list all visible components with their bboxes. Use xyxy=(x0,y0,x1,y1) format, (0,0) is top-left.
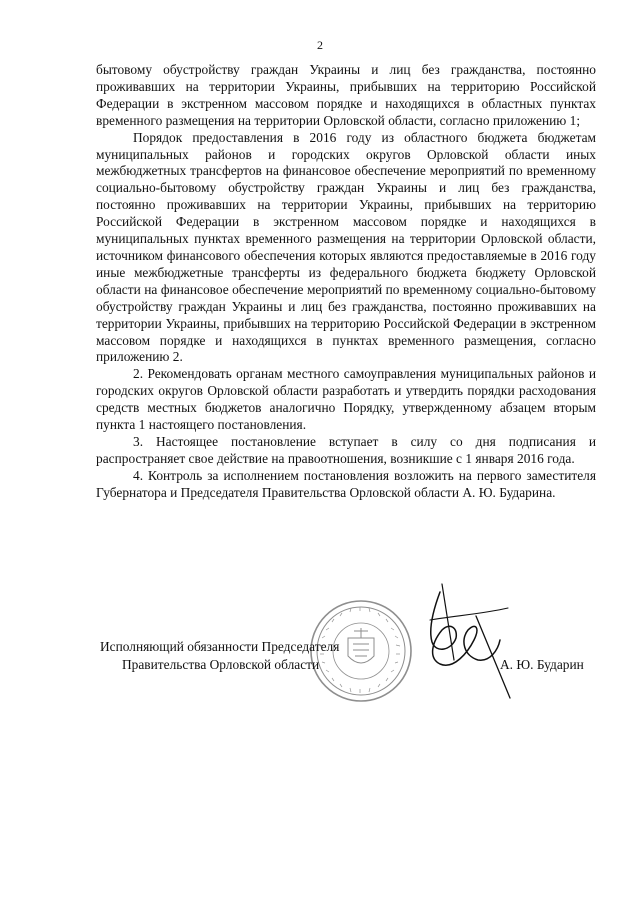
signer-position-line1: Исполняющий обязанности Председателя xyxy=(100,639,340,654)
signer-name: А. Ю. Бударин xyxy=(500,657,584,672)
page-number: 2 xyxy=(317,38,323,52)
paragraph-procedure: Порядок предоставления в 2016 году из областного бюджета бюджетам муниципальных районов и городских округов Орловской области иных межбюджетных трансфертов на финансовое обеспечение мероприятий по временному социально-бытовому обустройству граждан Украины и лиц без гражданства, постоянно проживавших на территории Украины, прибывших на территорию Российской Федерации в экстренном массовом порядке и находящихся в муниципальных пунктах временного размещения на территории Орловской области, источником финансового обеспечения которых являются предоставляемые в 2016 году иные межбюджетные трансферты из федерального бюджета бюджету Орловской области на финансовое обеспечение мероприятий по временному социально-бытовому обустройству граждан Украины и лиц без гражданства, постоянно проживавших на территории Украины, прибывших на территорию Российской Федерации в экстренном массовом порядке и находящихся в пунктах временного размещения, согласно приложению 2. xyxy=(96,129,596,365)
paragraph-item-2: 2. Рекомендовать органам местного самоуправления муниципальных районов и городских округов Орловской области разработать и утвердить порядки расходования средств местных бюджетов аналогично Порядку, утвержденному абзацем вторым пункта 1 настоящего постановления. xyxy=(96,366,596,433)
paragraph-item-3: 3. Настоящее постановление вступает в силу со дня подписания и распространяет свое действие на правоотношения, возникшие с 1 января 2016 года. xyxy=(96,433,596,466)
signer-position-line2: Правительства Орловской области xyxy=(122,657,320,672)
handwritten-signature-icon xyxy=(412,580,522,710)
document-body xyxy=(96,62,596,502)
paragraph-item-4: 4. Контроль за исполнением постановления возложить на первого заместителя Губернатора и Председателя Правительства Орловской области А. Ю. Бударина. xyxy=(96,467,596,500)
paragraph-continuation: бытовому обустройству граждан Украины и лиц без гражданства, постоянно проживавших на территории Украины, прибывших на территорию Российской Федерации в экстренном массовом порядке и находящихся в областных пунктах временного размещения на территории Орловской области, согласно приложению 1; xyxy=(96,62,596,128)
